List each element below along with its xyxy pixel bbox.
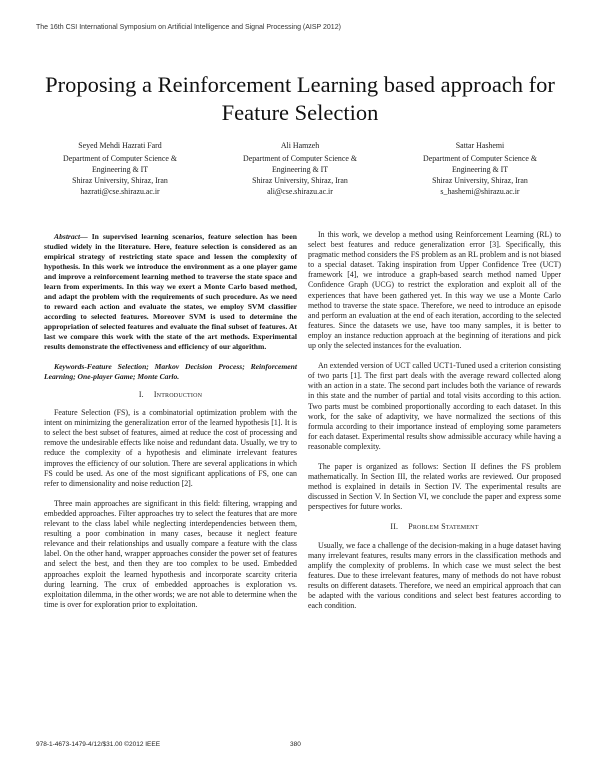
keywords: Keywords-Feature Selection; Markov Decision Process; Reinforcement Learning; One-player Game; Monte Carlo. xyxy=(44,362,297,381)
paragraph: An extended version of UCT called UCT1-Tuned used a criterion consisting of two parts [1]. The first part deals with the average reward collected along with an action in a state. The second part includes both the variance of rewards in this state and the number of partial and total visits according to this action. Two parts must be combined proportionally according to each dataset. In this work, for the sake of adaptivity, we have normalized the sections of this formula according to their importance instead of employing some parameters for each dataset. Experimental results show admissible accuracy while having a reasonable complexity. xyxy=(308,361,561,451)
author-dept: Department of Computer Science & xyxy=(63,154,177,163)
abstract-label: Abstract— xyxy=(54,232,88,241)
author-email: hazrati@cse.shirazu.ac.ir xyxy=(80,187,160,196)
author-dept: Department of Computer Science & xyxy=(243,154,357,163)
paragraph: Feature Selection (FS), is a combinatorial optimization problem with the intent on minimizing the generalization error of the learned hypothesis [1]. It is to select the best subset of features, aimed at reduce the cost of processing and remove the undesirable effects like noise and redundant data. Usually, we try to reduce the complexity of a hypothesis and eliminate irrelevant features improves the efficiency of our solution. There are several applications in which FS could be used. As one of the most significant applications of FS, one can refer to dimensionality and noise reduction [2]. xyxy=(44,408,297,488)
section-number: I. xyxy=(138,390,144,399)
section-number: II. xyxy=(390,522,399,532)
author-university: Shiraz University, Shiraz, Iran xyxy=(72,176,168,185)
author-name: Ali Hamzeh xyxy=(280,141,320,150)
paragraph: Three main approaches are significant in this field: filtering, wrapping and embedded approaches. Filter approaches try to select the features that are more relevant to the class label while neglecting interdependencies between them, resulting a poor combination in many cases, because it neglect feature relevance and their relationships and usually compare a feature with the class label. On the other hand, wrapper approaches consider the power set of features and select the best, and then they are too complex to be used. Embedded approaches exploit the learned hypothesis and incorporate scarcity criteria during learning. The crux of embedded approaches is exploration vs. exploitation dilemma, in the other words; we are not able to determine when the time is over for exploration prior to exploitation. xyxy=(44,498,297,609)
paragraph: The paper is organized as follows: Section II defines the FS problem mathematically. In Section III, the related works are reviewed. Our proposed method is explained in details in Section IV. The experimental results are discussed in Section V. In Section VI, we conclude the paper and express some perspectives for future works. xyxy=(308,461,561,512)
conference-header: The 16th CSI International Symposium on Artificial Intelligence and Signal Processing (AISP 2012) xyxy=(36,24,341,31)
section-heading-introduction xyxy=(44,390,297,400)
paper-title: Proposing a Reinforcement Learning based approach for Feature Selection xyxy=(45,72,555,126)
author-2 xyxy=(210,140,390,197)
author-university: Shiraz University, Shiraz, Iran xyxy=(252,176,348,185)
paragraph: Usually, we face a challenge of the decision-making in a huge dataset having many irrelevant features, results many errors in the classification methods and amplify the complexity of problems. In which case we must select the best features. Due to these irrelevant features, many of methods do not have robust results on different datasets. Therefore, we need an empirical approach that can be adapted with the various conditions and select best features according to each condition. xyxy=(308,540,561,611)
author-university: Shiraz University, Shiraz, Iran xyxy=(432,176,528,185)
author-3 xyxy=(390,140,570,197)
abstract-text: In supervised learning scenarios, feature selection has been studied widely in the literature. Here, feature selection is considered as an empirical strategy of restricting state space and lessen the complexity of hypothesis. In this work we introduce the environment as a one player game and improve a reinforcement learning method to traverse the state space and learn from experiments. In this way we exert a Monte Carlo based method, and adapt the problem with the requirements of such procedure. As we need to reward each action and evaluate the states, we employ SVM classifier according to selected features. Moreover SVM is used to determine the appropriation of selected features and evaluate the final subset of features. At last we compare this work with the state of the art methods. Experimental results demonstrate the effectiveness and efficiency of our algorithm. xyxy=(44,232,297,351)
section-title: Problem Statement xyxy=(408,522,479,532)
abstract xyxy=(44,232,297,352)
author-email: ali@cse.shirazu.ac.ir xyxy=(267,187,333,196)
footer-isbn: 978-1-4673-1479-4/12/$31.00 ©2012 IEEE xyxy=(36,741,161,748)
author-dept: Engineering & IT xyxy=(271,165,329,174)
page-number: 380 xyxy=(290,741,301,748)
author-name: Sattar Hashemi xyxy=(455,141,505,150)
paragraph: In this work, we develop a method using Reinforcement Learning (RL) to select best features and reduce generalization error [3]. Specifically, this pragmatic method considers the FS problem as an RL problem and is not biased to a special dataset. Taking inspiration from Upper Confidence Tree (UCT) framework [4], we introduce a graph-based search method named Upper Confidence Graph (UCG) to restrict the exploration and exploit all of the experiences that have been gathered yet. In this way we use a Monte Carlo method to traverse the state space. Therefore, we need to introduce an episode and perform an evaluation at the end of each iteration, according to the selected features. Since the datasets we use, have too many samples, it is better to employ an instance reduction approach at the beginning of iterations and pick up only the selected instances for the evaluation. xyxy=(308,230,561,351)
author-dept: Department of Computer Science & xyxy=(423,154,537,163)
author-block xyxy=(30,140,570,197)
right-column xyxy=(308,230,561,621)
author-email: s_hashemi@shirazu.ac.ir xyxy=(440,187,520,196)
section-heading-problem-statement xyxy=(308,522,561,532)
left-column xyxy=(44,232,297,620)
author-1 xyxy=(30,140,210,197)
author-name: Seyed Mehdi Hazrati Fard xyxy=(78,141,162,150)
author-dept: Engineering & IT xyxy=(451,165,509,174)
author-dept: Engineering & IT xyxy=(91,165,149,174)
section-title: Introduction xyxy=(153,390,203,399)
